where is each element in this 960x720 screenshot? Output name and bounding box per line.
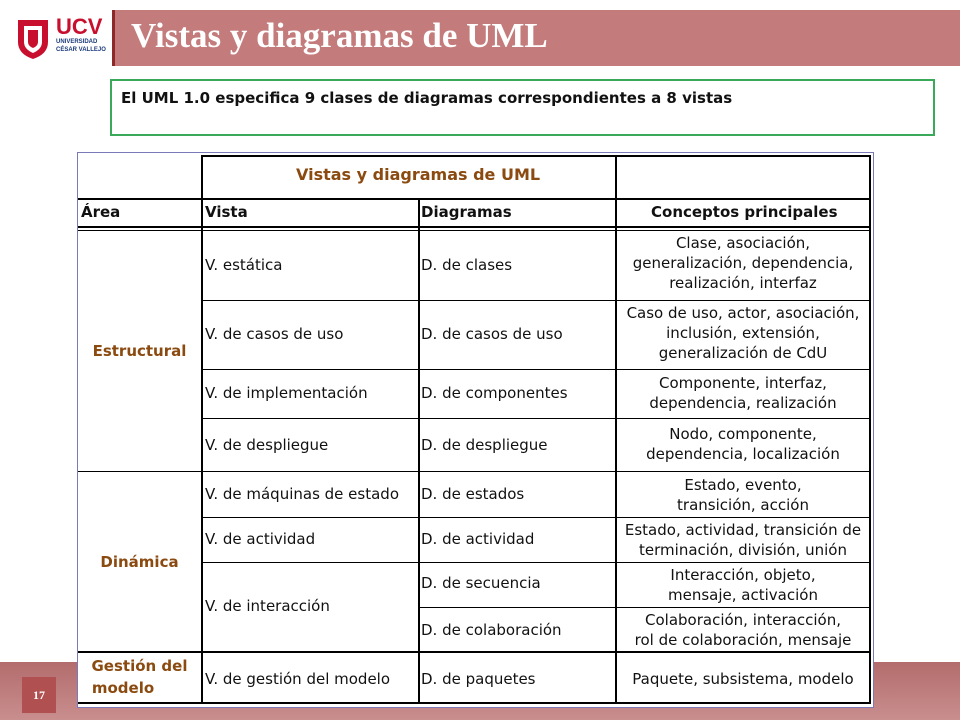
header-diagramas: Diagramas [421,203,512,221]
concepto-line: Caso de uso, actor, asociación, [626,304,860,322]
concepto-line: generalización, dependencia, [632,254,854,272]
table-rule [78,198,871,200]
area-estructural: Estructural [92,342,187,360]
diagrama-cell: D. de estados [421,485,525,503]
ucv-shield-icon [16,16,50,60]
concepto-line: rol de colaboración, mensaje [634,631,852,649]
diagrama-cell: D. de casos de uso [421,325,563,343]
area-gestion-line-1: Gestión del [91,657,188,675]
diagrama-cell: D. de colaboración [421,621,562,639]
concepto-line: dependencia, localización [646,445,840,463]
conceptos-cell [617,565,869,605]
concepto-line: dependencia, realización [649,394,837,412]
vista-cell: V. de implementación [205,384,368,402]
table-rule [201,418,871,419]
header-area: Área [81,203,121,221]
concepto-line: realización, interfaz [669,274,817,292]
table-rule [201,562,871,563]
concepto-line: Estado, actividad, transición de [624,521,862,539]
table-rule [201,369,871,370]
header-conceptos: Conceptos principales [651,203,838,221]
conceptos-cell [617,520,869,560]
area-dinamica: Dinámica [100,553,179,571]
concepto-line: Componente, interfaz, [659,374,827,392]
logo-line-2: CÉSAR VALLEJO [56,47,106,53]
concepto-line: Colaboración, interacción, [645,611,841,629]
table-rule [201,517,871,518]
table-rule [78,230,871,231]
conceptos-cell [617,303,869,363]
conceptos-cell [617,669,869,689]
table-rule [201,300,871,301]
table-rule [201,155,871,157]
concepto-line: inclusión, extensión, [666,324,820,342]
table-rule [869,155,871,704]
page-number: 17 [22,677,56,713]
slide-title: Vistas y diagramas de UML [131,16,548,55]
vista-cell: V. de interacción [205,597,330,615]
diagrama-cell: D. de despliegue [421,436,548,454]
diagrama-cell: D. de componentes [421,384,568,402]
logo-brand: UCV [56,14,103,39]
table-rule [78,702,871,704]
concepto-line: terminación, división, unión [639,541,847,559]
note-text: El UML 1.0 especifica 9 clases de diagramas correspondientes a 8 vistas [121,89,733,107]
table-rule [418,198,420,704]
table-rule [78,651,871,653]
diagrama-cell: D. de paquetes [421,670,536,688]
ucv-logo [14,12,114,68]
logo-line-1: UNIVERSIDAD [56,39,98,45]
vista-cell: V. de gestión del modelo [205,670,391,688]
title-bar [112,10,960,66]
vista-cell: V. de despliegue [205,436,329,454]
vista-cell: V. de casos de uso [205,325,344,343]
area-gestion-line-2: modelo [91,679,155,697]
uml-views-table [77,152,874,708]
concepto-line: Paquete, subsistema, modelo [632,670,854,688]
note-box [110,79,935,136]
conceptos-cell [617,424,869,464]
vista-cell: V. de máquinas de estado [205,485,399,503]
conceptos-cell [617,233,869,293]
diagrama-cell: D. de secuencia [421,574,541,592]
concepto-line: Interacción, objeto, [670,566,816,584]
concepto-line: Nodo, componente, [669,425,817,443]
table-caption: Vistas y diagramas de UML [296,165,541,184]
conceptos-cell [617,610,869,650]
table-rule [418,607,871,608]
concepto-line: Clase, asociación, [675,234,811,252]
header-vista: Vista [205,203,248,221]
conceptos-cell [617,475,869,515]
table-rule [201,155,203,704]
diagrama-cell: D. de actividad [421,530,535,548]
concepto-line: Estado, evento, [684,476,802,494]
vista-cell: V. de actividad [205,530,316,548]
concepto-line: mensaje, activación [668,586,818,604]
conceptos-cell [617,373,869,413]
diagrama-cell: D. de clases [421,256,513,274]
table-rule [78,471,871,472]
vista-cell: V. estática [205,256,283,274]
concepto-line: transición, acción [677,496,809,514]
concepto-line: generalización de CdU [658,344,828,362]
table-rule [78,226,871,228]
